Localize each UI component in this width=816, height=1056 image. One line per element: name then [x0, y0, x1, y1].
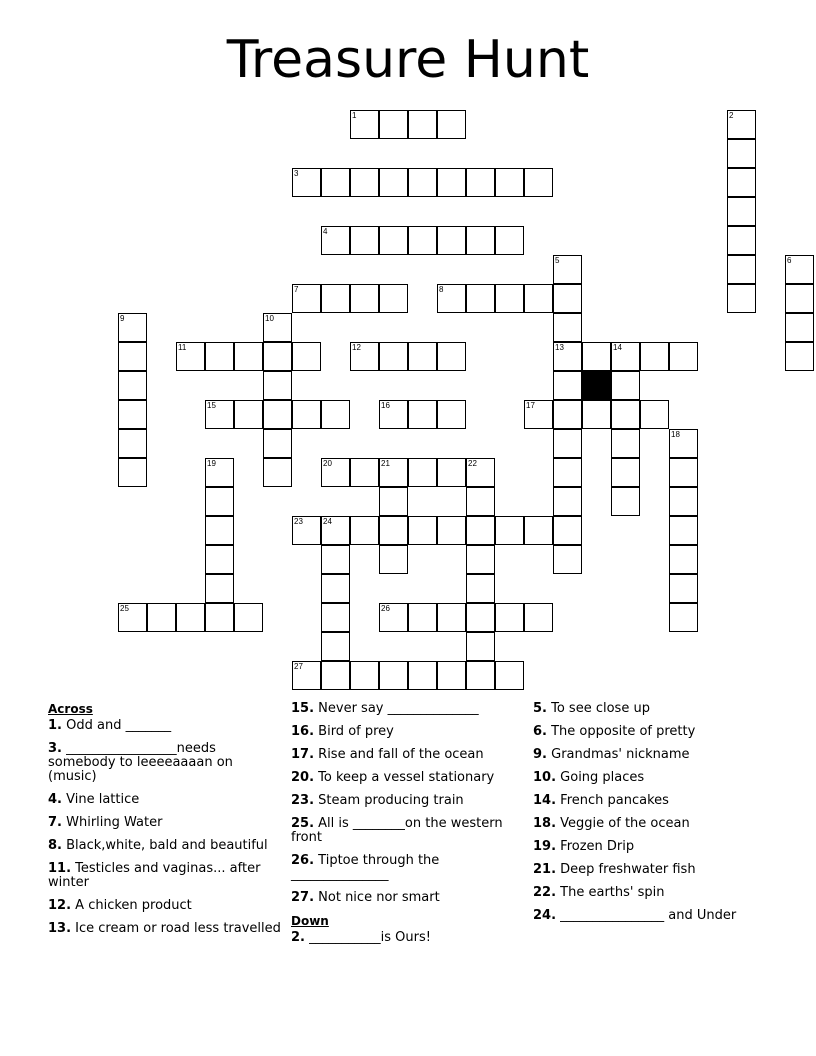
grid-cell[interactable] — [466, 284, 495, 313]
clue-item — [291, 794, 527, 808]
grid-cell[interactable] — [437, 110, 466, 139]
clue-text: All is ________on the western front — [291, 816, 503, 845]
grid-cell[interactable] — [669, 603, 698, 632]
clue-number: 24 — [323, 517, 332, 526]
grid-cell[interactable] — [321, 661, 350, 690]
clue-text: A chicken product — [71, 898, 192, 913]
clue-text: Not nice nor smart — [314, 890, 440, 905]
grid-cell[interactable] — [205, 487, 234, 516]
grid-cell[interactable] — [495, 516, 524, 545]
clue-text: Steam producing train — [314, 793, 464, 808]
clue-label: 17. — [291, 747, 315, 762]
grid-cell[interactable] — [321, 516, 350, 545]
grid-cell[interactable] — [263, 400, 292, 429]
grid-cell[interactable] — [379, 284, 408, 313]
grid-cell[interactable] — [553, 342, 582, 371]
clue-text: Testicles and vaginas... after winter — [48, 861, 261, 890]
grid-cell[interactable] — [118, 342, 147, 371]
grid-cell[interactable] — [553, 313, 582, 342]
clue-label: 24. — [533, 908, 557, 923]
clue-label: 21. — [533, 862, 557, 877]
grid-cell[interactable] — [611, 371, 640, 400]
clue-item — [291, 931, 527, 945]
grid-cell[interactable] — [669, 458, 698, 487]
clue-item — [291, 702, 527, 716]
grid-cell[interactable] — [466, 168, 495, 197]
clue-text: ___________is Ours! — [304, 930, 431, 945]
grid-cell[interactable] — [205, 545, 234, 574]
clue-text: Tiptoe through the _______________ — [291, 853, 440, 882]
clue-item — [291, 771, 527, 785]
grid-cell[interactable] — [495, 226, 524, 255]
clue-text: To keep a vessel stationary — [314, 770, 495, 785]
grid-cell[interactable] — [292, 661, 321, 690]
grid-cell[interactable] — [205, 342, 234, 371]
grid-cell[interactable] — [408, 110, 437, 139]
across-heading: Across — [48, 702, 93, 716]
clue-number: 18 — [671, 430, 680, 439]
grid-cell[interactable] — [176, 342, 205, 371]
grid-cell[interactable] — [611, 400, 640, 429]
grid-cell[interactable] — [205, 516, 234, 545]
clue-label: 11. — [48, 861, 72, 876]
clue-label: 8. — [48, 838, 62, 853]
grid-cell[interactable] — [350, 226, 379, 255]
grid-cell[interactable] — [466, 632, 495, 661]
clue-label: 1. — [48, 718, 62, 733]
clue-number: 23 — [294, 517, 303, 526]
grid-cell[interactable] — [147, 603, 176, 632]
grid-cell[interactable] — [379, 226, 408, 255]
grid-cell[interactable] — [408, 516, 437, 545]
grid-cell[interactable] — [611, 458, 640, 487]
grid-cell[interactable] — [263, 458, 292, 487]
grid-cell[interactable] — [553, 400, 582, 429]
grid-cell[interactable] — [321, 458, 350, 487]
grid-cell[interactable] — [321, 168, 350, 197]
grid-cell[interactable] — [292, 284, 321, 313]
clue-text: Grandmas' nickname — [546, 747, 690, 762]
clue-number: 3 — [294, 169, 299, 178]
grid-cell[interactable] — [785, 284, 814, 313]
grid-cell[interactable] — [437, 226, 466, 255]
clue-item — [48, 862, 284, 890]
grid-cell[interactable] — [553, 487, 582, 516]
grid-cell[interactable] — [118, 603, 147, 632]
grid-cell[interactable] — [263, 429, 292, 458]
clue-text: French pancakes — [556, 793, 669, 808]
clue-text: Frozen Drip — [556, 839, 635, 854]
grid-cell[interactable] — [408, 226, 437, 255]
clue-number: 2 — [729, 111, 734, 120]
grid-cell[interactable] — [727, 139, 756, 168]
clue-number: 6 — [787, 256, 792, 265]
clue-number: 17 — [526, 401, 535, 410]
grid-cell[interactable] — [466, 603, 495, 632]
grid-cell[interactable] — [350, 661, 379, 690]
grid-cell[interactable] — [524, 516, 553, 545]
grid-cell[interactable] — [553, 429, 582, 458]
clue-text: Never say ______________ — [314, 701, 479, 716]
grid-cell[interactable] — [263, 371, 292, 400]
grid-cell[interactable] — [379, 342, 408, 371]
grid-cell[interactable] — [553, 371, 582, 400]
grid-cell[interactable] — [321, 545, 350, 574]
clue-item — [533, 725, 769, 739]
grid-cell[interactable] — [437, 458, 466, 487]
clue-text: Going places — [556, 770, 645, 785]
clue-number: 7 — [294, 285, 299, 294]
grid-cell[interactable] — [437, 661, 466, 690]
clue-label: 2. — [291, 930, 305, 945]
grid-cell[interactable] — [582, 400, 611, 429]
grid-cell[interactable] — [263, 342, 292, 371]
grid-cell[interactable] — [379, 458, 408, 487]
clue-number: 13 — [555, 343, 564, 352]
grid-cell[interactable] — [640, 342, 669, 371]
grid-cell[interactable] — [234, 342, 263, 371]
grid-cell[interactable] — [669, 342, 698, 371]
clue-text: Ice cream or road less travelled — [71, 921, 281, 936]
down-heading: Down — [291, 914, 329, 928]
clue-item — [48, 839, 284, 853]
clue-item — [533, 748, 769, 762]
clue-text: To see close up — [546, 701, 650, 716]
clue-label: 13. — [48, 921, 72, 936]
clue-number: 16 — [381, 401, 390, 410]
clue-number: 27 — [294, 662, 303, 671]
grid-cell[interactable] — [437, 516, 466, 545]
clue-text: Bird of prey — [314, 724, 394, 739]
puzzle-title: Treasure Hunt — [226, 30, 590, 90]
grid-cell[interactable] — [524, 284, 553, 313]
clue-label: 6. — [533, 724, 547, 739]
grid-cell[interactable] — [466, 226, 495, 255]
clue-label: 25. — [291, 816, 315, 831]
clue-item — [291, 891, 527, 905]
clue-item — [533, 886, 769, 900]
clue-text: The earths' spin — [556, 885, 665, 900]
grid-cell[interactable] — [466, 458, 495, 487]
clue-item — [533, 771, 769, 785]
grid-cell[interactable] — [205, 574, 234, 603]
grid-cell[interactable] — [495, 168, 524, 197]
grid-cell[interactable] — [379, 661, 408, 690]
clue-number: 10 — [265, 314, 274, 323]
grid-cell[interactable] — [263, 313, 292, 342]
clue-item — [533, 794, 769, 808]
grid-cell[interactable] — [553, 545, 582, 574]
grid-cell[interactable] — [408, 458, 437, 487]
grid-cell[interactable] — [321, 226, 350, 255]
clue-number: 15 — [207, 401, 216, 410]
grid-cell[interactable] — [437, 342, 466, 371]
grid-cell[interactable] — [321, 574, 350, 603]
grid-cell[interactable] — [582, 342, 611, 371]
grid-cell[interactable] — [437, 400, 466, 429]
grid-cell[interactable] — [408, 168, 437, 197]
black-square — [582, 371, 611, 400]
grid-cell[interactable] — [408, 342, 437, 371]
clue-number: 26 — [381, 604, 390, 613]
clue-number: 20 — [323, 459, 332, 468]
clue-text: Deep freshwater fish — [556, 862, 696, 877]
clue-number: 9 — [120, 314, 125, 323]
grid-cell[interactable] — [669, 429, 698, 458]
clue-number: 12 — [352, 343, 361, 352]
clue-label: 3. — [48, 741, 62, 756]
grid-cell[interactable] — [234, 603, 263, 632]
grid-cell[interactable] — [785, 255, 814, 284]
clue-item — [291, 725, 527, 739]
grid-cell[interactable] — [437, 168, 466, 197]
grid-cell[interactable] — [727, 197, 756, 226]
grid-cell[interactable] — [524, 168, 553, 197]
clue-item — [533, 840, 769, 854]
clue-number: 1 — [352, 111, 357, 120]
clue-number: 4 — [323, 227, 328, 236]
clue-text: The opposite of pretty — [546, 724, 696, 739]
clue-item — [48, 922, 284, 936]
grid-cell[interactable] — [379, 516, 408, 545]
grid-cell[interactable] — [408, 603, 437, 632]
grid-cell[interactable] — [466, 661, 495, 690]
clue-column-1 — [48, 702, 284, 945]
clue-item — [533, 909, 769, 923]
grid-cell[interactable] — [292, 168, 321, 197]
clue-item — [291, 854, 527, 882]
clue-label: 23. — [291, 793, 315, 808]
grid-cell[interactable] — [350, 342, 379, 371]
grid-cell[interactable] — [669, 487, 698, 516]
clue-item — [48, 793, 284, 807]
clue-item — [48, 719, 284, 733]
grid-cell[interactable] — [785, 313, 814, 342]
clue-item — [533, 702, 769, 716]
clue-item — [48, 742, 284, 784]
clue-label: 9. — [533, 747, 547, 762]
grid-cell[interactable] — [205, 400, 234, 429]
clue-item — [533, 817, 769, 831]
grid-cell[interactable] — [379, 487, 408, 516]
grid-cell[interactable] — [553, 284, 582, 313]
clue-item — [291, 748, 527, 762]
clue-label: 5. — [533, 701, 547, 716]
grid-cell[interactable] — [495, 603, 524, 632]
clue-label: 27. — [291, 890, 315, 905]
grid-cell[interactable] — [205, 458, 234, 487]
grid-cell[interactable] — [350, 168, 379, 197]
clue-label: 10. — [533, 770, 557, 785]
clue-label: 16. — [291, 724, 315, 739]
grid-cell[interactable] — [495, 284, 524, 313]
grid-cell[interactable] — [234, 400, 263, 429]
grid-cell[interactable] — [553, 458, 582, 487]
grid-cell[interactable] — [553, 516, 582, 545]
clue-number: 14 — [613, 343, 622, 352]
grid-cell[interactable] — [176, 603, 205, 632]
clue-text: Rise and fall of the ocean — [314, 747, 484, 762]
grid-cell[interactable] — [408, 400, 437, 429]
clue-label: 18. — [533, 816, 557, 831]
grid-cell[interactable] — [321, 603, 350, 632]
grid-cell[interactable] — [350, 284, 379, 313]
grid-cell[interactable] — [379, 545, 408, 574]
grid-cell[interactable] — [118, 400, 147, 429]
grid-cell[interactable] — [118, 429, 147, 458]
grid-cell[interactable] — [118, 458, 147, 487]
grid-cell[interactable] — [640, 400, 669, 429]
clue-label: 20. — [291, 770, 315, 785]
clue-label: 14. — [533, 793, 557, 808]
clue-number: 11 — [178, 343, 187, 352]
clue-text: Whirling Water — [61, 815, 163, 830]
clue-number: 5 — [555, 256, 560, 265]
clue-column-3 — [533, 702, 769, 932]
grid-cell[interactable] — [495, 661, 524, 690]
grid-cell[interactable] — [350, 516, 379, 545]
grid-cell[interactable] — [727, 110, 756, 139]
clue-label: 12. — [48, 898, 72, 913]
clue-label: 19. — [533, 839, 557, 854]
grid-cell[interactable] — [611, 429, 640, 458]
grid-cell[interactable] — [524, 603, 553, 632]
grid-cell[interactable] — [437, 284, 466, 313]
grid-cell[interactable] — [350, 110, 379, 139]
clue-number: 21 — [381, 459, 390, 468]
clue-text: Black,white, bald and beautiful — [61, 838, 268, 853]
clue-number: 19 — [207, 459, 216, 468]
grid-cell[interactable] — [379, 400, 408, 429]
clue-label: 7. — [48, 815, 62, 830]
clue-text: Veggie of the ocean — [556, 816, 690, 831]
grid-cell[interactable] — [727, 168, 756, 197]
grid-cell[interactable] — [727, 284, 756, 313]
clue-number: 25 — [120, 604, 129, 613]
grid-cell[interactable] — [379, 168, 408, 197]
grid-cell[interactable] — [669, 574, 698, 603]
clue-item — [48, 816, 284, 830]
grid-cell[interactable] — [292, 400, 321, 429]
grid-cell[interactable] — [466, 487, 495, 516]
grid-cell[interactable] — [669, 516, 698, 545]
grid-cell[interactable] — [727, 255, 756, 284]
grid-cell[interactable] — [466, 516, 495, 545]
clue-column-2 — [291, 702, 527, 954]
grid-cell[interactable] — [466, 545, 495, 574]
grid-cell[interactable] — [785, 342, 814, 371]
clue-label: 4. — [48, 792, 62, 807]
grid-cell[interactable] — [611, 342, 640, 371]
grid-cell[interactable] — [321, 632, 350, 661]
grid-cell[interactable] — [611, 487, 640, 516]
grid-cell[interactable] — [466, 574, 495, 603]
grid-cell[interactable] — [408, 661, 437, 690]
grid-cell[interactable] — [379, 110, 408, 139]
grid-cell[interactable] — [379, 603, 408, 632]
clue-text: _________________needs somebody to leeeeaaaan on (music) — [48, 741, 233, 784]
clue-item — [291, 817, 527, 845]
grid-cell[interactable] — [118, 313, 147, 342]
clue-label: 22. — [533, 885, 557, 900]
clue-item — [48, 899, 284, 913]
clue-label: 15. — [291, 701, 315, 716]
clue-label: 26. — [291, 853, 315, 868]
clue-text: Odd and _______ — [61, 718, 172, 733]
grid-cell[interactable] — [350, 458, 379, 487]
clue-text: ________________ and Under — [556, 908, 737, 923]
grid-cell[interactable] — [205, 603, 234, 632]
grid-cell[interactable] — [727, 226, 756, 255]
grid-cell[interactable] — [524, 400, 553, 429]
grid-cell[interactable] — [321, 284, 350, 313]
clue-number: 22 — [468, 459, 477, 468]
grid-cell[interactable] — [292, 342, 321, 371]
clue-text: Vine lattice — [61, 792, 140, 807]
grid-cell[interactable] — [118, 371, 147, 400]
grid-cell[interactable] — [321, 400, 350, 429]
grid-cell[interactable] — [553, 255, 582, 284]
clue-number: 8 — [439, 285, 444, 294]
grid-cell[interactable] — [669, 545, 698, 574]
grid-cell[interactable] — [437, 603, 466, 632]
grid-cell[interactable] — [292, 516, 321, 545]
clue-item — [533, 863, 769, 877]
